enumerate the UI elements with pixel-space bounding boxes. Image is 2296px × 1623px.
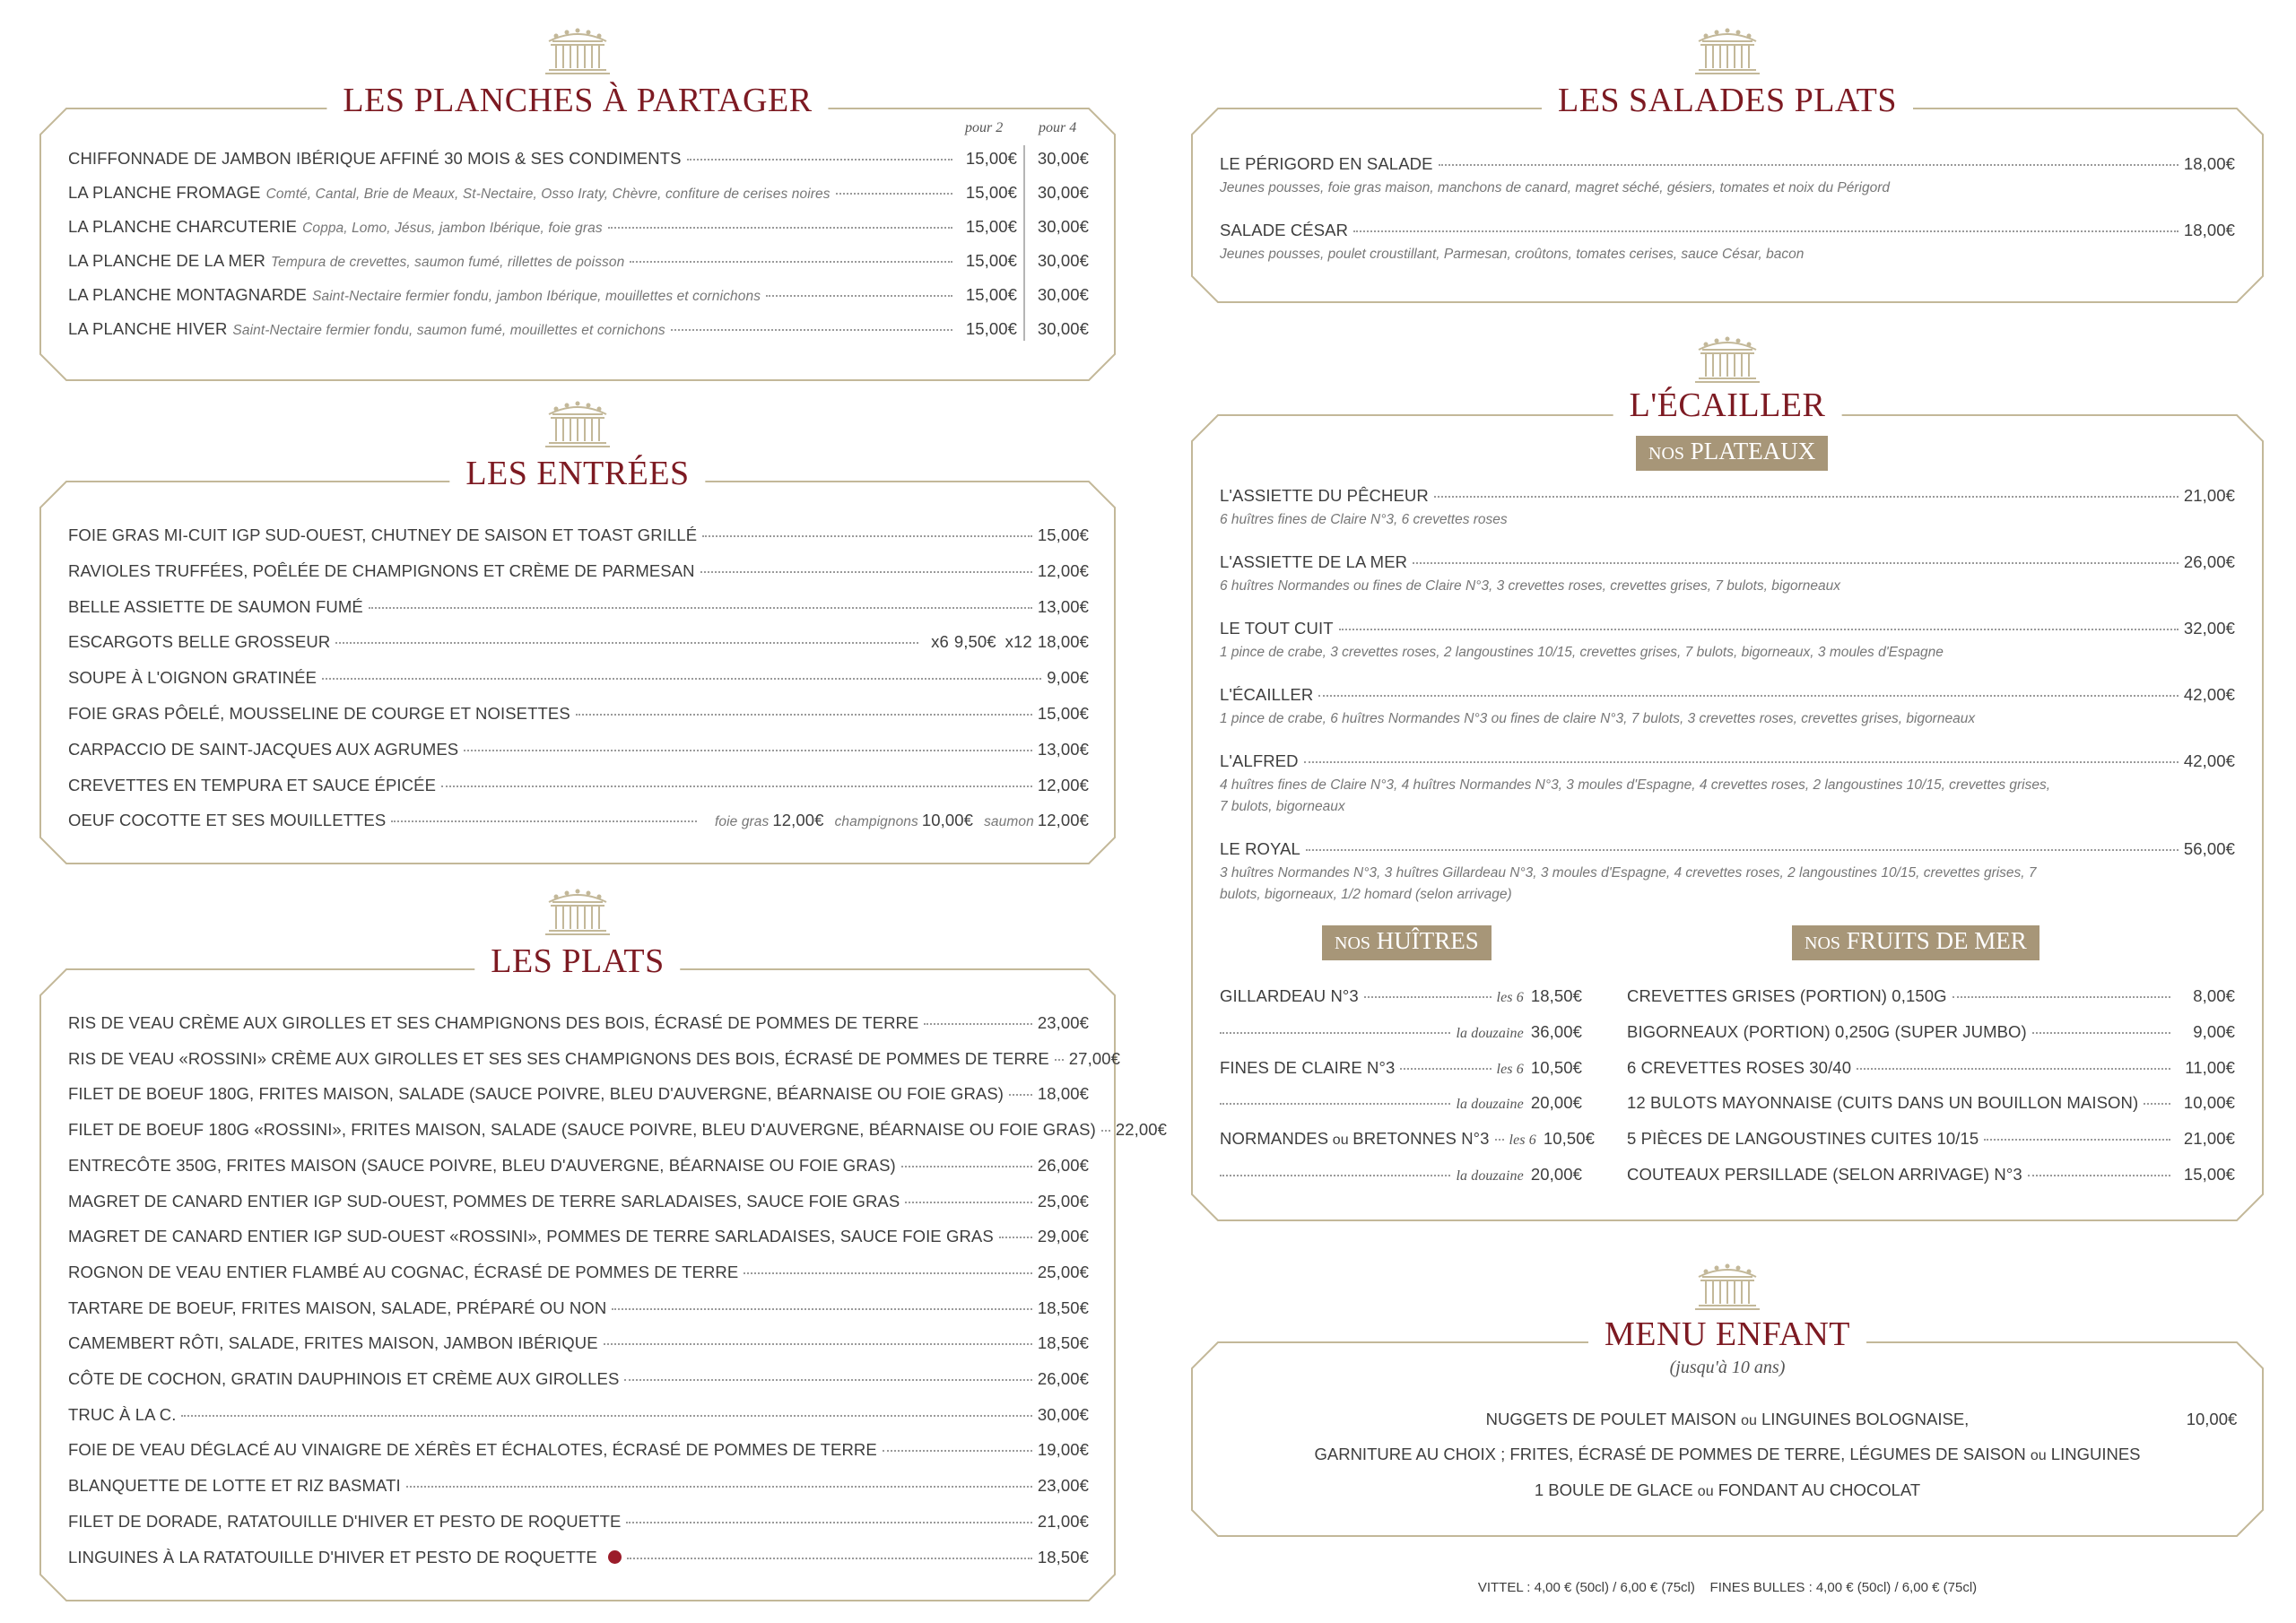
dot-leader bbox=[391, 820, 697, 822]
crown-icon bbox=[1692, 1261, 1763, 1311]
item-name: L'ASSIETTE DU PÊCHEUR bbox=[1220, 486, 1429, 505]
price-x12: 18,00€ bbox=[1037, 632, 1089, 652]
item-price: 20,00€ bbox=[1530, 1093, 1582, 1113]
item-price: 18,50€ bbox=[1037, 1298, 1089, 1317]
item-price: 13,00€ bbox=[1037, 739, 1089, 759]
item-name: CARPACCIO DE SAINT-JACQUES AUX AGRUMES bbox=[68, 739, 459, 759]
item-price: 19,00€ bbox=[1037, 1440, 1089, 1460]
item-price: 12,00€ bbox=[1037, 775, 1089, 794]
dot-leader bbox=[905, 1202, 1032, 1203]
price-pour4: 30,00€ bbox=[1037, 217, 1089, 236]
name-main: NORMANDES bbox=[1220, 1129, 1329, 1149]
plateau-row bbox=[1220, 685, 2235, 705]
item-price: 8,00€ bbox=[2193, 986, 2235, 1005]
item-desc: 6 huîtres fines de Claire N°3, 6 crevettes roses bbox=[1220, 512, 1508, 527]
item-name: TRUC À LA C. bbox=[68, 1404, 177, 1424]
dot-leader bbox=[2032, 1032, 2170, 1034]
item-name: LE TOUT CUIT bbox=[1220, 619, 1334, 638]
option-saumon: saumon bbox=[984, 814, 1034, 830]
entree-row bbox=[68, 632, 1089, 652]
plat-row bbox=[68, 1298, 1089, 1318]
huitre-row bbox=[1220, 1022, 1582, 1042]
item-name: LA PLANCHE MONTAGNARDE bbox=[68, 285, 308, 304]
qty-label: la douzaine bbox=[1456, 1168, 1524, 1184]
price-x6: 9,50€ bbox=[953, 632, 996, 652]
enfant-title: MENU ENFANT bbox=[1588, 1316, 1866, 1352]
item-price: 25,00€ bbox=[1037, 1262, 1089, 1281]
plat-row bbox=[68, 1263, 1089, 1282]
dot-leader bbox=[604, 1343, 1032, 1345]
item-price: 21,00€ bbox=[2183, 486, 2235, 505]
item-price: 26,00€ bbox=[2183, 552, 2235, 571]
dot-leader bbox=[406, 1486, 1032, 1488]
ecailler-title: L'ÉCAILLER bbox=[1613, 387, 1842, 423]
dot-leader bbox=[441, 785, 1032, 787]
price-pour2: 15,00€ bbox=[965, 183, 1017, 202]
dot-leader bbox=[1952, 996, 2170, 998]
badge-plateaux-small: NOS bbox=[1648, 444, 1685, 464]
crown-icon bbox=[542, 25, 613, 75]
huitre-row bbox=[1220, 1058, 1582, 1078]
dot-leader bbox=[608, 227, 952, 229]
fruit-row bbox=[1627, 1165, 2235, 1185]
dot-leader bbox=[1434, 496, 2179, 498]
item-name: RIS DE VEAU CRÈME AUX GIROLLES ET SES CHAMPIGNONS DES BOIS, ÉCRASÉ DE POMMES DE TERRE bbox=[68, 1013, 919, 1032]
item-name: FILET DE BOEUF 180G, FRITES MAISON, SALADE (SAUCE POIVRE, BLEU D'AUVERGNE, BÉARNAISE OU FOIE GRAS) bbox=[68, 1084, 1004, 1104]
qty-x12: x12 bbox=[1004, 632, 1032, 652]
plat-row bbox=[68, 1048, 1120, 1069]
fruit-row bbox=[1627, 986, 2235, 1006]
plat-row bbox=[68, 1440, 1089, 1460]
dot-leader bbox=[687, 159, 952, 161]
item-name: L'ALFRED bbox=[1220, 751, 1299, 770]
item-price: 10,00€ bbox=[2183, 1093, 2235, 1113]
price-pour2: 15,00€ bbox=[965, 285, 1017, 304]
price-pour4: 30,00€ bbox=[1037, 251, 1089, 270]
item-price: 15,00€ bbox=[1037, 525, 1089, 544]
item-price: 13,00€ bbox=[1037, 596, 1089, 616]
qty-label: les 6 bbox=[1496, 1061, 1524, 1077]
enfant-line-2 bbox=[1314, 1445, 2140, 1464]
plat-row bbox=[68, 1333, 1089, 1353]
plat-row bbox=[68, 1084, 1089, 1104]
entrees-title: LES ENTRÉES bbox=[449, 456, 705, 491]
item-name: 5 PIÈCES DE LANGOUSTINES CUITES 10/15 bbox=[1627, 1129, 1979, 1149]
option-foie-gras: foie gras bbox=[715, 814, 770, 830]
dot-leader bbox=[1318, 695, 2179, 697]
item-price: 32,00€ bbox=[2183, 619, 2235, 638]
item-price: 10,50€ bbox=[1543, 1129, 1596, 1149]
item-name: BLANQUETTE DE LOTTE ET RIZ BASMATI bbox=[68, 1476, 401, 1496]
enfant-l2ou: ou bbox=[2030, 1448, 2047, 1463]
item-name: LE ROYAL bbox=[1220, 839, 1300, 858]
enfant-l3a: 1 BOULE DE GLACE bbox=[1534, 1480, 1693, 1499]
dot-leader bbox=[1339, 629, 2179, 630]
item-name: SALADE CÉSAR bbox=[1220, 221, 1349, 239]
entree-row bbox=[68, 811, 1089, 830]
plat-row bbox=[68, 1227, 1089, 1246]
dot-leader bbox=[612, 1308, 1031, 1310]
item-name: RIS DE VEAU «ROSSINI» CRÈME AUX GIROLLES ET SES SES CHAMPIGNONS DES BOIS, ÉCRASÉ DE POMMES DE TERRE bbox=[68, 1048, 1049, 1068]
item-desc: Coppa, Lomo, Jésus, jambon Ibérique, foie gras bbox=[302, 221, 603, 236]
qty-label: la douzaine bbox=[1456, 1025, 1524, 1041]
item-price: 15,00€ bbox=[1037, 704, 1089, 723]
item-desc-cont: 7 bulots, bigorneaux bbox=[1220, 799, 1345, 814]
planches-title: LES PLANCHES À PARTAGER bbox=[326, 82, 828, 118]
name-alt: BRETONNES N°3 bbox=[1352, 1129, 1490, 1149]
price-foie-gras: 12,00€ bbox=[772, 811, 824, 830]
price-pour4: 30,00€ bbox=[1037, 319, 1089, 338]
item-desc: Saint-Nectaire fermier fondu, jambon Ibérique, mouillettes et cornichons bbox=[312, 289, 761, 304]
price-pour2: 15,00€ bbox=[965, 149, 1017, 168]
item-price: 18,50€ bbox=[1037, 1333, 1089, 1353]
item-price: 42,00€ bbox=[2183, 685, 2235, 704]
col-pour4: pour 4 bbox=[1039, 120, 1077, 135]
fruit-row bbox=[1627, 1129, 2235, 1149]
enfant-l3b: FONDANT AU CHOCOLAT bbox=[1718, 1480, 1921, 1499]
enfant-subtitle: (jusqu'à 10 ans) bbox=[1669, 1358, 1786, 1377]
enfant-line-1 bbox=[1486, 1410, 1970, 1429]
plat-row bbox=[68, 1120, 1168, 1140]
item-desc: Tempura de crevettes, saumon fumé, rillettes de poisson bbox=[270, 255, 625, 270]
planche-row bbox=[68, 319, 1089, 339]
dot-leader bbox=[1857, 1068, 2170, 1070]
badge-plateaux-big: PLATEAUX bbox=[1690, 438, 1816, 464]
dot-leader bbox=[766, 295, 952, 297]
col-pour2: pour 2 bbox=[965, 120, 1004, 135]
item-name: BIGORNEAUX (PORTION) 0,250G (SUPER JUMBO) bbox=[1627, 1021, 2027, 1041]
salades-title: LES SALADES PLATS bbox=[1542, 82, 1913, 118]
item-price: 30,00€ bbox=[1037, 1404, 1089, 1424]
enfant-l1a: NUGGETS DE POULET MAISON bbox=[1485, 1410, 1736, 1428]
name-or: ou bbox=[1328, 1133, 1353, 1149]
item-name: LA PLANCHE DE LA MER bbox=[68, 251, 265, 270]
price-pour4: 30,00€ bbox=[1037, 285, 1089, 304]
entree-row bbox=[68, 776, 1089, 795]
enfant-l1b: LINGUINES BOLOGNAISE, bbox=[1761, 1410, 1970, 1428]
item-name: RAVIOLES TRUFFÉES, POÊLÉE DE CHAMPIGNONS ET CRÈME DE PARMESAN bbox=[68, 560, 695, 580]
dot-leader bbox=[630, 261, 952, 263]
item-name: CHIFFONNADE DE JAMBON IBÉRIQUE AFFINÉ 30 MOIS & SES CONDIMENTS bbox=[68, 149, 682, 168]
item-name: CÔTE DE COCHON, GRATIN DAUPHINOIS ET CRÈME AUX GIROLLES bbox=[68, 1369, 620, 1388]
qty-label: la douzaine bbox=[1456, 1097, 1524, 1113]
footer-drinks: VITTEL : 4,00 € (50cl) / 6,00 € (75cl) FINES BULLES : 4,00 € (50cl) / 6,00 € (75cl) bbox=[1477, 1580, 1978, 1595]
dot-leader bbox=[1400, 1068, 1491, 1070]
dot-leader bbox=[626, 1522, 1031, 1523]
dot-leader bbox=[624, 1379, 1031, 1381]
item-price: 18,00€ bbox=[1037, 1084, 1089, 1104]
huitre-row bbox=[1220, 1129, 1596, 1149]
plats-title: LES PLATS bbox=[474, 943, 680, 979]
item-desc: 6 huîtres Normandes ou fines de Claire N°3, 3 crevettes roses, crevettes grises, 7 bulots, bigorneaux bbox=[1220, 578, 1840, 594]
item-price: 15,00€ bbox=[2183, 1165, 2235, 1184]
plat-row bbox=[68, 1405, 1089, 1425]
salade-row bbox=[1220, 154, 2235, 174]
enfant-l3ou: ou bbox=[1697, 1484, 1714, 1499]
item-name: CREVETTES EN TEMPURA ET SAUCE ÉPICÉE bbox=[68, 775, 437, 794]
item-name: ROGNON DE VEAU ENTIER FLAMBÉ AU COGNAC, ÉCRASÉ DE POMMES DE TERRE bbox=[68, 1262, 739, 1281]
dot-leader bbox=[2028, 1175, 2170, 1176]
item-price: 42,00€ bbox=[2183, 751, 2235, 770]
entree-row bbox=[68, 561, 1089, 581]
item-price: 36,00€ bbox=[1530, 1021, 1582, 1041]
item-name: ESCARGOTS BELLE GROSSEUR bbox=[68, 632, 331, 652]
dot-leader bbox=[1353, 230, 2179, 232]
dot-leader bbox=[1306, 849, 2179, 851]
plat-row bbox=[68, 1369, 1089, 1389]
plat-row bbox=[68, 1192, 1089, 1211]
crown-icon bbox=[1692, 334, 1763, 384]
item-price: 18,50€ bbox=[1530, 986, 1582, 1005]
huitre-row bbox=[1220, 986, 1582, 1006]
planches-divider bbox=[1023, 145, 1025, 341]
dot-leader bbox=[627, 1558, 1032, 1559]
item-name: LA PLANCHE CHARCUTERIE bbox=[68, 217, 298, 236]
dot-leader bbox=[335, 642, 918, 644]
dot-leader bbox=[1495, 1139, 1504, 1141]
fruit-row bbox=[1627, 1093, 2235, 1113]
dot-leader bbox=[181, 1415, 1031, 1417]
dot-leader bbox=[901, 1166, 1032, 1167]
dot-leader bbox=[369, 607, 1032, 609]
badge-huitres bbox=[1322, 925, 1492, 960]
dot-leader bbox=[1413, 562, 2179, 564]
item-name bbox=[1220, 986, 1359, 1006]
item-desc: 4 huîtres fines de Claire N°3, 4 huîtres Normandes N°3, 3 moules d'Espagne, 4 crevettes roses, 2 langoustines 10/15, crevettes grises, bbox=[1220, 777, 2051, 793]
dot-leader bbox=[700, 571, 1032, 573]
item-desc-cont: bulots, bigorneaux, 1/2 homard (selon arrivage) bbox=[1220, 887, 1512, 902]
item-name: FILET DE BOEUF 180G «ROSSINI», FRITES MAISON, SALADE (SAUCE POIVRE, BLEU D'AUVERGNE, BÉARNAISE OU FOIE GRAS) bbox=[68, 1120, 1096, 1140]
plateau-row bbox=[1220, 839, 2235, 859]
dot-leader bbox=[1101, 1130, 1110, 1132]
plat-row bbox=[68, 1476, 1089, 1496]
plateau-row bbox=[1220, 751, 2235, 771]
item-desc: 3 huîtres Normandes N°3, 3 huîtres Gillardeau N°3, 3 moules d'Espagne, 4 crevettes roses, 2 langoustines 10/15, crevettes grises, 7 bbox=[1220, 865, 2037, 881]
item-desc: 1 pince de crabe, 3 crevettes roses, 2 langoustines 10/15, crevettes grises, 7 bulots, bigorneaux, 3 moules d'Espagne bbox=[1220, 645, 1944, 660]
item-name: FOIE DE VEAU DÉGLACÉ AU VINAIGRE DE XÉRÈS ET ÉCHALOTES, ÉCRASÉ DE POMMES DE TERRE bbox=[68, 1440, 877, 1460]
dot-leader bbox=[1220, 1175, 1450, 1176]
price-pour4: 30,00€ bbox=[1037, 183, 1089, 202]
item-price: 25,00€ bbox=[1037, 1191, 1089, 1211]
planche-row bbox=[68, 251, 1089, 271]
fruit-row bbox=[1627, 1022, 2235, 1042]
salade-row bbox=[1220, 221, 2235, 240]
plat-row bbox=[68, 1512, 1089, 1532]
planche-row bbox=[68, 285, 1089, 305]
enfant-l2b: LINGUINES bbox=[2050, 1445, 2141, 1463]
item-name: TARTARE DE BOEUF, FRITES MAISON, SALADE, PRÉPARÉ OU NON bbox=[68, 1298, 607, 1317]
dot-leader bbox=[322, 678, 1041, 680]
price-pour4: 30,00€ bbox=[1037, 149, 1089, 168]
qty-label: les 6 bbox=[1509, 1133, 1536, 1149]
badge-fruits bbox=[1792, 925, 2039, 960]
entree-row bbox=[68, 740, 1089, 759]
item-name bbox=[1220, 1058, 1395, 1078]
item-price: 21,00€ bbox=[2183, 1129, 2235, 1149]
huitre-row bbox=[1220, 1093, 1582, 1113]
item-name: LA PLANCHE FROMAGE bbox=[68, 183, 261, 202]
item-name: ENTRECÔTE 350G, FRITES MAISON (SAUCE POIVRE, BLEU D'AUVERGNE, BÉARNAISE OU FOIE GRAS) bbox=[68, 1155, 896, 1175]
item-price: 18,50€ bbox=[1037, 1547, 1089, 1567]
item-price: 18,00€ bbox=[2183, 221, 2235, 239]
item-name: L'ÉCAILLER bbox=[1220, 685, 1314, 704]
price-pour2: 15,00€ bbox=[965, 319, 1017, 338]
item-name: L'ASSIETTE DE LA MER bbox=[1220, 552, 1408, 571]
entree-row bbox=[68, 597, 1089, 617]
name-main: GILLARDEAU N°3 bbox=[1220, 986, 1359, 1005]
item-desc: Jeunes pousses, foie gras maison, manchons de canard, magret séché, gésiers, tomates et noix du Périgord bbox=[1220, 180, 1890, 195]
qty-x6: x6 bbox=[931, 632, 949, 652]
item-price: 27,00€ bbox=[1068, 1048, 1120, 1068]
item-name: CREVETTES GRISES (PORTION) 0,150G bbox=[1627, 986, 1947, 1005]
dot-leader bbox=[464, 750, 1032, 751]
item-price: 23,00€ bbox=[1037, 1476, 1089, 1496]
price-saumon: 12,00€ bbox=[1037, 811, 1089, 830]
dot-leader bbox=[836, 193, 952, 195]
item-price: 22,00€ bbox=[1115, 1120, 1168, 1140]
item-price: 20,00€ bbox=[1530, 1165, 1582, 1184]
option-champignons: champignons bbox=[834, 814, 918, 830]
item-name: FOIE GRAS MI-CUIT IGP SUD-OUEST, CHUTNEY DE SAISON ET TOAST GRILLÉ bbox=[68, 525, 698, 544]
salades-panel bbox=[1191, 108, 2264, 303]
item-name: LE PÉRIGORD EN SALADE bbox=[1220, 154, 1433, 173]
item-desc: 1 pince de crabe, 6 huîtres Normandes N°3 ou fines de claire N°3, 7 bulots, 3 crevettes roses, crevettes grises, bigorneaux bbox=[1220, 711, 1976, 726]
planche-row bbox=[68, 217, 1089, 237]
item-price: 26,00€ bbox=[1037, 1155, 1089, 1175]
dot-leader bbox=[1439, 164, 2179, 166]
dot-leader bbox=[576, 714, 1032, 716]
dot-leader bbox=[1984, 1139, 2170, 1141]
item-name: CAMEMBERT RÔTI, SALADE, FRITES MAISON, JAMBON IBÉRIQUE bbox=[68, 1333, 598, 1353]
huitre-row bbox=[1220, 1165, 1582, 1185]
item-name: FOIE GRAS PÔELÉ, MOUSSELINE DE COURGE ET NOISETTES bbox=[68, 704, 570, 723]
badge-fruits-big: FRUITS DE MER bbox=[1846, 927, 2027, 954]
planche-row bbox=[68, 183, 1089, 203]
qty-label: les 6 bbox=[1496, 990, 1524, 1005]
item-name: SOUPE À L'OIGNON GRATINÉE bbox=[68, 668, 317, 688]
plateau-row bbox=[1220, 552, 2235, 572]
item-price: 12,00€ bbox=[1037, 560, 1089, 580]
dot-leader bbox=[1055, 1059, 1064, 1061]
fruit-row bbox=[1627, 1058, 2235, 1078]
item-name bbox=[1220, 1129, 1490, 1149]
crown-icon bbox=[1692, 25, 1763, 75]
dot-leader bbox=[924, 1023, 1031, 1025]
price-champignons: 10,00€ bbox=[921, 811, 974, 830]
plateau-row bbox=[1220, 619, 2235, 638]
item-name: LA PLANCHE HIVER bbox=[68, 319, 228, 338]
item-name: MAGRET DE CANARD ENTIER IGP SUD-OUEST, POMMES DE TERRE SARLADAISES, SAUCE FOIE GRAS bbox=[68, 1191, 900, 1211]
item-name: FILET DE DORADE, RATATOUILLE D'HIVER ET PESTO DE ROQUETTE bbox=[68, 1511, 622, 1531]
plateau-row bbox=[1220, 486, 2235, 506]
entree-row bbox=[68, 525, 1089, 545]
dot-leader bbox=[702, 535, 1032, 537]
dot-leader bbox=[744, 1272, 1032, 1274]
item-price: 29,00€ bbox=[1037, 1227, 1089, 1246]
planche-row bbox=[68, 149, 1089, 169]
dot-leader bbox=[1220, 1032, 1450, 1034]
item-name: 12 BULOTS MAYONNAISE (CUITS DANS UN BOUILLON MAISON) bbox=[1627, 1093, 2139, 1113]
name-main: FINES DE CLAIRE N°3 bbox=[1220, 1057, 1396, 1077]
item-desc: Jeunes pousses, poulet croustillant, Parmesan, croûtons, tomates cerises, sauce César, bacon bbox=[1220, 247, 1805, 262]
price-pour2: 15,00€ bbox=[965, 251, 1017, 270]
plat-row bbox=[68, 1013, 1089, 1033]
dot-leader bbox=[2144, 1103, 2170, 1105]
crown-icon bbox=[542, 398, 613, 448]
badge-huitres-small: NOS bbox=[1335, 933, 1371, 953]
enfant-price: 10,00€ bbox=[2186, 1410, 2238, 1428]
badge-huitres-big: HUÎTRES bbox=[1376, 927, 1479, 954]
item-desc: Comté, Cantal, Brie de Meaux, St-Nectaire, Osso Iraty, Chèvre, confiture de cerises noires bbox=[265, 187, 831, 202]
badge-plateaux bbox=[1636, 436, 1828, 471]
item-name: BELLE ASSIETTE DE SAUMON FUMÉ bbox=[68, 596, 363, 616]
badge-fruits-small: NOS bbox=[1805, 933, 1841, 953]
item-price: 18,00€ bbox=[2183, 154, 2235, 173]
item-price: 23,00€ bbox=[1037, 1013, 1089, 1032]
item-price: 21,00€ bbox=[1037, 1511, 1089, 1531]
dot-leader bbox=[1304, 761, 2179, 763]
plat-row bbox=[68, 1548, 1089, 1567]
dot-leader bbox=[999, 1237, 1032, 1238]
item-price: 11,00€ bbox=[2185, 1057, 2235, 1077]
dot-leader bbox=[671, 329, 952, 331]
item-name: LINGUINES À LA RATATOUILLE D'HIVER ET PESTO DE ROQUETTE bbox=[68, 1547, 597, 1567]
dot-leader bbox=[1220, 1103, 1450, 1105]
item-price: 10,50€ bbox=[1530, 1057, 1582, 1077]
price-pour2: 15,00€ bbox=[965, 217, 1017, 236]
plat-row bbox=[68, 1156, 1089, 1176]
entree-row bbox=[68, 668, 1089, 688]
item-name: COUTEAUX PERSILLADE (SELON ARRIVAGE) N°3 bbox=[1627, 1165, 2022, 1184]
enfant-l2a: GARNITURE AU CHOIX ; FRITES, ÉCRASÉ DE POMMES DE TERRE, LÉGUMES DE SAISON bbox=[1314, 1445, 2026, 1463]
dot-leader bbox=[1009, 1094, 1032, 1096]
item-price: 9,00€ bbox=[2193, 1021, 2235, 1041]
entree-row bbox=[68, 704, 1089, 724]
dot-leader bbox=[1364, 996, 1492, 998]
item-name: 6 CREVETTES ROSES 30/40 bbox=[1627, 1057, 1852, 1077]
enfant-line-3 bbox=[1535, 1480, 1920, 1500]
item-price: 26,00€ bbox=[1037, 1369, 1089, 1388]
enfant-l1ou: ou bbox=[1741, 1413, 1757, 1428]
crown-icon bbox=[542, 886, 613, 936]
item-price: 56,00€ bbox=[2183, 839, 2235, 858]
item-price: 9,00€ bbox=[1047, 668, 1089, 688]
veggie-icon bbox=[608, 1550, 622, 1564]
item-name: OEUF COCOTTE ET SES MOUILLETTES bbox=[68, 811, 387, 830]
dot-leader bbox=[883, 1450, 1032, 1452]
item-name: MAGRET DE CANARD ENTIER IGP SUD-OUEST «ROSSINI», POMMES DE TERRE SARLADAISES, SAUCE FOIE GRAS bbox=[68, 1227, 994, 1246]
item-desc: Saint-Nectaire fermier fondu, saumon fumé, mouillettes et cornichons bbox=[232, 323, 665, 338]
